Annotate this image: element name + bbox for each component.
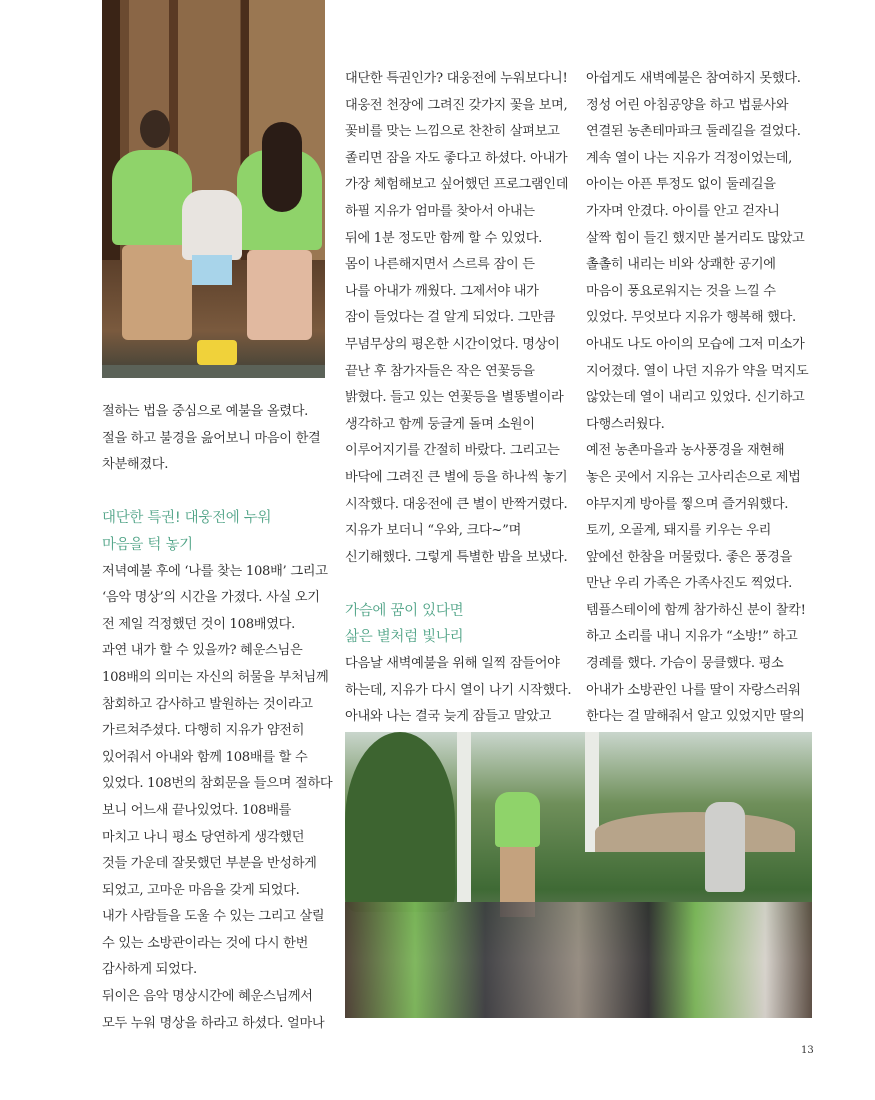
text-line: 하필 지유가 엄마를 찾아서 아내는	[345, 203, 535, 219]
text-line: 하는데, 지유가 다시 열이 나기 시작했다.	[345, 682, 572, 698]
text-line: 마치고 나니 평소 당연하게 생각했던	[102, 829, 305, 845]
text-line: 가자며 안겼다. 아이를 안고 걷자니	[586, 203, 780, 219]
text-line: 한다는 걸 말해줘서 알고 있었지만 딸의	[586, 709, 805, 725]
family-saluting-photo	[102, 0, 325, 378]
section-heading	[102, 505, 332, 558]
text-line: 예전 농촌마을과 농사풍경을 재현해	[586, 443, 785, 459]
heading-line: 마음을 턱 놓기	[102, 536, 193, 553]
body-paragraph	[586, 438, 808, 731]
body-paragraph	[345, 651, 571, 731]
text-line: 마음이 풍요로워지는 것을 느낄 수	[586, 283, 776, 299]
body-paragraph	[345, 66, 571, 571]
article-column-3	[586, 66, 808, 731]
body-paragraph	[102, 559, 332, 1038]
heading-line: 가슴에 꿈이 있다면	[345, 602, 464, 619]
text-line: 지어졌다. 열이 나던 지유가 약을 먹지도	[586, 363, 809, 379]
text-line: 정성 어린 아침공양을 하고 법륜사와	[586, 97, 789, 113]
text-line: 과연 내가 할 수 있을까? 혜운스님은	[102, 643, 303, 659]
text-line: 다음날 새벽예불을 위해 일찍 잠들어야	[345, 656, 560, 672]
paragraph-gap	[102, 479, 332, 506]
text-line: 되었고, 고마운 마음을 갖게 되었다.	[102, 882, 300, 898]
text-line: 신기해했다. 그렇게 특별한 밤을 보냈다.	[345, 549, 568, 565]
text-line: 수 있는 소방관이라는 것에 다시 한번	[102, 935, 309, 951]
text-line: 감사하게 되었다.	[102, 962, 197, 978]
text-line: 차분해졌다.	[102, 457, 169, 473]
text-line: 하고 소리를 내니 지유가 “소방!” 하고	[586, 629, 798, 645]
text-line: 잠이 들었다는 걸 알게 되었다. 그만큼	[345, 310, 555, 326]
text-line: 아내가 소방관인 나를 딸이 자랑스러워	[586, 682, 801, 698]
text-line: 대단한 특권인가? 대웅전에 누워보다니!	[345, 71, 568, 86]
body-paragraph	[586, 66, 808, 438]
text-line: 연결된 농촌테마파크 둘레길을 걸었다.	[586, 124, 801, 140]
paragraph-gap	[345, 571, 571, 598]
article-column-1	[102, 399, 332, 1037]
text-line: 촐촐히 내리는 비와 상쾌한 공기에	[586, 257, 776, 273]
text-line: 끝난 후 참가자들은 작은 연꽃등을	[345, 363, 535, 379]
text-line: 이루어지기를 간절히 바랐다. 그리고는	[345, 443, 560, 459]
text-line: 것들 가운데 잘못했던 부분을 반성하게	[102, 856, 317, 872]
text-line: 절하는 법을 중심으로 예불을 올렸다.	[102, 404, 309, 419]
text-line: 토끼, 오골계, 돼지를 키우는 우리	[586, 523, 772, 539]
section-heading	[345, 598, 571, 651]
group-gathering-photo	[345, 732, 812, 1018]
body-paragraph	[102, 399, 332, 479]
text-line: 계속 열이 나는 지유가 걱정이었는데,	[586, 150, 793, 166]
text-line: 무념무상의 평온한 시간이었다. 명상이	[345, 336, 560, 352]
text-line: 경례를 했다. 가슴이 뭉클했다. 평소	[586, 656, 784, 672]
text-line: 108배의 의미는 자신의 허물을 부처님께	[102, 669, 329, 685]
text-line: 있어줘서 아내와 함께 108배를 할 수	[102, 749, 308, 765]
text-line: 바닥에 그려진 큰 별에 등을 하나씩 놓기	[345, 469, 568, 485]
text-line: 가르쳐주셨다. 다행히 지유가 얌전히	[102, 723, 305, 739]
text-line: 놓은 곳에서 지유는 고사리손으로 제법	[586, 469, 801, 485]
text-line: 야무지게 방아를 찧으며 즐거워했다.	[586, 496, 789, 512]
text-line: 다행스러웠다.	[586, 416, 665, 432]
text-line: 가장 체험해보고 싶어했던 프로그램인데	[345, 177, 569, 193]
text-line: 졸리면 잠을 자도 좋다고 하셨다. 아내가	[345, 150, 568, 166]
text-line: 보니 어느새 끝나있었다. 108배를	[102, 802, 292, 818]
text-line: 몸이 나른해지면서 스르륵 잠이 든	[345, 257, 535, 273]
heading-line: 삶은 별처럼 빛나리	[345, 629, 464, 646]
text-line: 앞에선 한참을 머물렀다. 좋은 풍경을	[586, 549, 793, 565]
text-line: 있었다. 108번의 참회문을 들으며 절하다	[102, 776, 333, 792]
text-line: 만난 우리 가족은 가족사진도 찍었다.	[586, 576, 793, 592]
text-line: ‘음악 명상’의 시간을 가졌다. 사실 오기	[102, 590, 320, 606]
text-line: 지유가 보더니 “우와, 크다~”며	[345, 523, 522, 539]
heading-line: 대단한 특권! 대웅전에 누워	[102, 510, 272, 527]
text-line: 템플스테이에 함께 참가하신 분이 찰칵!	[586, 602, 806, 618]
text-line: 아내와 나는 결국 늦게 잠들고 말았고	[345, 709, 552, 725]
text-line: 나를 아내가 깨웠다. 그제서야 내가	[345, 283, 539, 299]
text-line: 생각하고 함께 둥글게 돌며 소원이	[345, 416, 535, 432]
text-line: 있었다. 무엇보다 지유가 행복해 했다.	[586, 310, 796, 326]
text-line: 절을 하고 불경을 읊어보니 마음이 한결	[102, 430, 321, 446]
article-column-2	[345, 66, 571, 731]
text-line: 아내도 나도 아이의 모습에 그저 미소가	[586, 336, 805, 352]
text-line: 저녁예불 후에 ‘나를 찾는 108배’ 그리고	[102, 563, 328, 579]
text-line: 모두 누워 명상을 하라고 하셨다. 얼마나	[102, 1015, 325, 1031]
text-line: 밝혔다. 들고 있는 연꽃등을 별똥별이라	[345, 390, 564, 406]
text-line: 시작했다. 대웅전에 큰 별이 반짝거렸다.	[345, 496, 568, 512]
text-line: 꽃비를 맞는 느낌으로 찬찬히 살펴보고	[345, 124, 560, 140]
text-line: 살짝 힘이 들긴 했지만 볼거리도 많았고	[586, 230, 805, 246]
text-line: 않았는데 열이 내리고 있었다. 신기하고	[586, 390, 805, 406]
text-line: 뒤에 1분 정도만 함께 할 수 있었다.	[345, 230, 543, 246]
text-line: 내가 사람들을 도울 수 있는 그리고 살릴	[102, 909, 325, 925]
page-number: 13	[801, 1045, 814, 1056]
text-line: 전 제일 걱정했던 것이 108배였다.	[102, 616, 295, 632]
text-line: 아쉽게도 새벽예불은 참여하지 못했다.	[586, 71, 801, 86]
text-line: 뒤이은 음악 명상시간에 혜운스님께서	[102, 989, 313, 1005]
text-line: 대웅전 천장에 그려진 갖가지 꽃을 보며,	[345, 97, 568, 113]
text-line: 아이는 아픈 투정도 없이 둘레길을	[586, 177, 776, 193]
text-line: 참회하고 감사하고 발원하는 것이라고	[102, 696, 313, 712]
